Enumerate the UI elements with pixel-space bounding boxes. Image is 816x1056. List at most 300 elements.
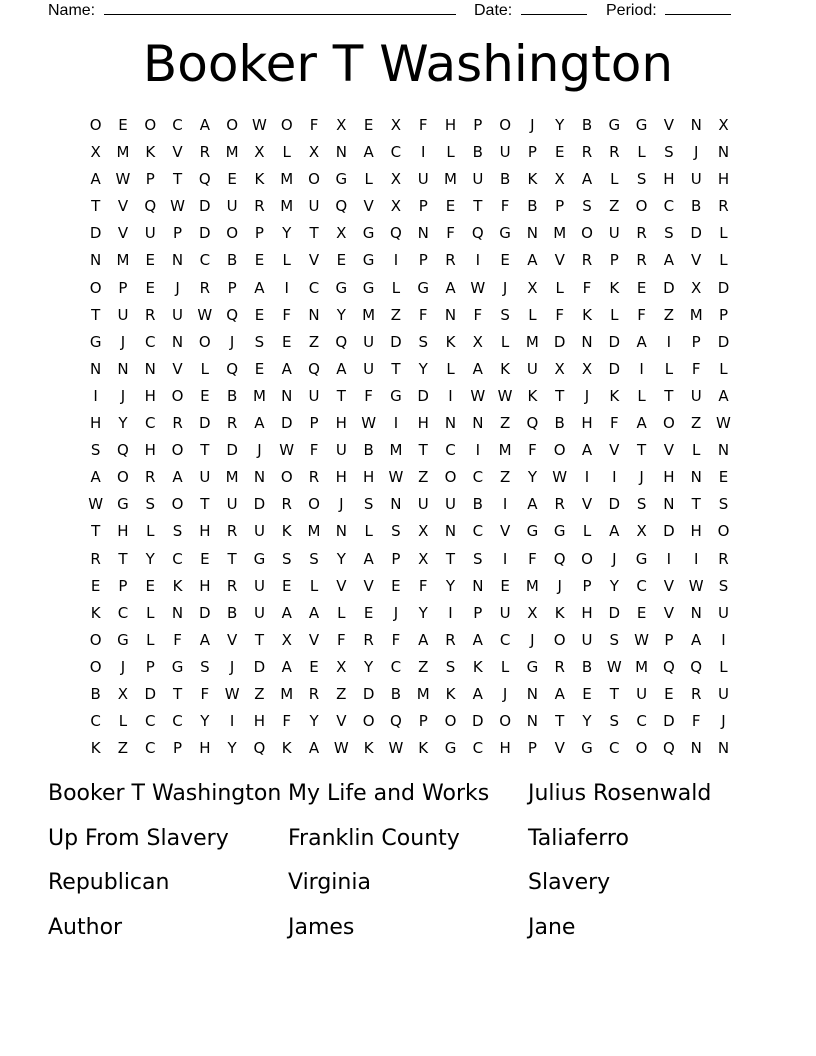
grid-cell: P <box>664 630 674 649</box>
grid-cell: M <box>116 143 130 162</box>
grid-cell: K <box>527 170 538 189</box>
grid-cell: U <box>499 143 511 162</box>
grid-cell: U <box>335 441 347 460</box>
grid-cell: N <box>690 739 702 758</box>
grid-cell: X <box>117 684 129 703</box>
grid-cell: V <box>117 224 129 243</box>
grid-cell: W <box>115 170 131 189</box>
grid-cell: N <box>444 305 457 324</box>
grid-cell: U <box>636 684 648 703</box>
grid-cell: M <box>362 305 376 324</box>
grid-cell: J <box>393 603 399 622</box>
grid-cell: R <box>199 143 211 162</box>
grid-row <box>82 220 737 247</box>
date-field[interactable] <box>474 0 587 20</box>
grid-cell: U <box>308 386 320 405</box>
grid-cell: A <box>636 332 647 351</box>
grid-cell: Q <box>308 359 320 378</box>
grid-cell: W <box>497 386 513 405</box>
grid-row <box>82 546 737 573</box>
grid-cell: Q <box>226 359 239 378</box>
grid-cell: M <box>416 684 430 703</box>
grid-cell: A <box>308 739 320 758</box>
grid-cell: E <box>363 116 374 134</box>
grid-cell: F <box>528 441 537 460</box>
grid-cell: B <box>226 251 238 270</box>
grid-cell: X <box>336 657 347 676</box>
grid-cell: Q <box>253 739 266 758</box>
grid-cell: V <box>336 712 347 731</box>
grid-cell: R <box>445 251 456 270</box>
grid-cell: T <box>609 684 619 703</box>
grid-cell: J <box>530 116 535 134</box>
grid-cell: F <box>309 116 319 134</box>
grid-cell: T <box>91 522 101 541</box>
grid-cell: N <box>281 386 293 405</box>
grid-cell: C <box>390 143 402 162</box>
grid-cell: N <box>663 495 675 514</box>
grid-cell: C <box>117 603 129 622</box>
grid-cell: G <box>335 170 348 189</box>
date-blank[interactable] <box>521 0 587 15</box>
grid-cell: L <box>200 359 210 378</box>
grid-cell: L <box>364 522 373 541</box>
grid-cell: J <box>557 576 562 595</box>
grid-cell: V <box>336 576 347 595</box>
grid-cell: G <box>581 739 593 758</box>
grid-cell: V <box>499 522 511 541</box>
grid-cell: J <box>502 278 508 297</box>
grid-cell: A <box>254 278 265 297</box>
grid-cell: N <box>690 468 702 487</box>
grid-cell: H <box>663 468 675 487</box>
grid-cell: E <box>500 251 510 270</box>
grid-cell: B <box>472 495 483 514</box>
grid-cell: O <box>171 386 184 405</box>
grid-cell: P <box>145 657 155 676</box>
grid-cell: D <box>553 332 566 351</box>
word-bank-item: Julius Rosenwald <box>528 781 712 806</box>
grid-cell: O <box>144 116 157 134</box>
grid-cell: M <box>116 251 130 270</box>
grid-cell: P <box>173 739 183 758</box>
word-bank-item: Taliaferro <box>528 825 629 851</box>
grid-cell: H <box>690 522 702 541</box>
grid-cell: C <box>145 739 156 758</box>
grid-cell: L <box>391 278 401 297</box>
grid-cell: G <box>635 116 648 134</box>
grid-cell: H <box>90 414 102 433</box>
grid-cell: T <box>118 549 128 568</box>
grid-cell: K <box>609 386 620 405</box>
grid-row <box>82 654 737 681</box>
grid-cell: K <box>145 143 156 162</box>
word-bank-item: Franklin County <box>288 825 460 851</box>
grid-cell: L <box>500 332 510 351</box>
grid-cell: E <box>636 278 647 297</box>
grid-cell: P <box>473 603 483 622</box>
grid-cell: O <box>308 495 320 514</box>
grid-cell: A <box>363 549 374 568</box>
grid-row <box>82 518 737 545</box>
grid-cell: Z <box>418 468 429 487</box>
word-bank-item: Jane <box>528 915 576 941</box>
grid-cell: R <box>636 251 647 270</box>
grid-cell: S <box>145 495 155 514</box>
grid-cell: X <box>281 630 292 649</box>
grid-cell: H <box>335 414 347 433</box>
grid-cell: G <box>635 549 648 568</box>
grid-cell: G <box>171 657 184 676</box>
grid-cell: U <box>499 603 511 622</box>
grid-row <box>82 491 737 518</box>
grid-cell: W <box>606 657 622 676</box>
grid-cell: R <box>554 657 565 676</box>
grid-cell: M <box>280 684 294 703</box>
grid-cell: O <box>581 224 593 243</box>
grid-cell: A <box>199 116 210 134</box>
grid-cell: V <box>554 251 565 270</box>
word-bank-item: Up From Slavery <box>48 825 229 851</box>
grid-cell: S <box>636 495 647 514</box>
grid-cell: M <box>525 576 539 595</box>
grid-cell: M <box>635 657 649 676</box>
grid-cell: T <box>473 197 483 216</box>
grid-cell: I <box>666 549 672 568</box>
grid-cell: W <box>470 386 486 405</box>
grid-cell: C <box>145 414 156 433</box>
grid-cell: R <box>554 495 565 514</box>
grid-row <box>82 247 737 274</box>
grid-cell: L <box>282 143 291 162</box>
grid-cell: U <box>472 170 484 189</box>
grid-cell: V <box>172 359 183 378</box>
grid-cell: S <box>363 495 374 514</box>
grid-row <box>82 329 737 356</box>
grid-cell: W <box>388 739 404 758</box>
grid-cell: G <box>417 278 430 297</box>
grid-cell: T <box>309 224 319 243</box>
grid-cell: V <box>227 630 238 649</box>
grid-cell: C <box>199 251 211 270</box>
grid-cell: I <box>420 143 426 162</box>
grid-cell: K <box>609 278 620 297</box>
grid-cell: O <box>444 712 457 731</box>
grid-row <box>82 708 737 735</box>
grid-cell: X <box>336 116 347 134</box>
grid-cell: Z <box>499 468 511 487</box>
grid-cell: A <box>281 359 292 378</box>
grid-cell: L <box>610 170 619 189</box>
grid-cell: Y <box>336 549 346 568</box>
grid-cell: J <box>257 441 262 460</box>
grid-cell: O <box>499 712 511 731</box>
grid-cell: U <box>717 603 729 622</box>
grid-cell: G <box>390 386 402 405</box>
grid-cell: D <box>199 197 211 216</box>
grid-cell: M <box>280 197 294 216</box>
grid-row <box>82 193 737 220</box>
grid-cell: D <box>280 414 293 433</box>
grid-cell: O <box>280 116 293 134</box>
grid-cell: U <box>417 170 429 189</box>
grid-cell: R <box>90 549 101 568</box>
grid-row <box>82 275 737 302</box>
grid-cell: R <box>226 414 238 433</box>
grid-cell: H <box>253 712 266 731</box>
grid-cell: F <box>391 630 401 649</box>
grid-cell: O <box>553 441 566 460</box>
grid-cell: Z <box>336 684 347 703</box>
grid-cell: X <box>718 116 729 134</box>
grid-cell: T <box>254 630 265 649</box>
grid-cell: X <box>636 522 647 541</box>
grid-cell: A <box>691 630 702 649</box>
grid-cell: D <box>199 603 211 622</box>
grid-cell: Z <box>499 414 511 433</box>
grid-cell: V <box>554 739 565 758</box>
grid-cell: N <box>144 359 156 378</box>
grid-cell: M <box>307 522 321 541</box>
grid-cell: R <box>308 468 320 487</box>
grid-cell: A <box>581 170 593 189</box>
grid-cell: C <box>172 549 183 568</box>
grid-cell: T <box>555 712 565 731</box>
grid-cell: Y <box>418 359 428 378</box>
grid-cell: L <box>664 359 674 378</box>
grid-cell: D <box>390 332 402 351</box>
grid-cell: A <box>718 386 729 405</box>
grid-cell: O <box>226 224 239 243</box>
grid-cell: N <box>335 143 347 162</box>
grid-cell: F <box>528 549 537 568</box>
grid-cell: O <box>89 116 102 134</box>
grid-cell: S <box>500 305 510 324</box>
period-blank[interactable] <box>665 0 731 15</box>
grid-cell: N <box>90 359 102 378</box>
grid-cell: N <box>390 495 402 514</box>
grid-cell: K <box>90 603 101 622</box>
grid-cell: P <box>582 576 592 595</box>
grid-cell: H <box>417 414 429 433</box>
grid-row <box>82 139 737 166</box>
grid-cell: J <box>612 549 617 568</box>
grid-cell: R <box>281 495 292 514</box>
grid-cell: Y <box>336 305 346 324</box>
grid-cell: Y <box>364 657 374 676</box>
grid-cell: A <box>172 468 183 487</box>
grid-cell: R <box>690 684 702 703</box>
grid-cell: O <box>89 630 102 649</box>
grid-cell: O <box>308 170 320 189</box>
grid-cell: E <box>254 305 265 324</box>
grid-cell: Q <box>390 224 402 243</box>
grid-cell: J <box>502 684 508 703</box>
grid-cell: D <box>253 495 266 514</box>
grid-cell: H <box>144 386 156 405</box>
grid-cell: P <box>418 251 428 270</box>
grid-cell: F <box>582 278 592 297</box>
grid-cell: B <box>581 657 593 676</box>
grid-cell: B <box>581 116 593 134</box>
grid-cell: Q <box>226 305 239 324</box>
grid-cell: Q <box>690 657 703 676</box>
grid-cell: A <box>472 359 483 378</box>
grid-row <box>82 302 737 329</box>
grid-cell: J <box>339 495 344 514</box>
grid-cell: R <box>308 684 320 703</box>
grid-cell: O <box>662 414 675 433</box>
grid-cell: L <box>610 305 619 324</box>
grid-cell: M <box>444 170 457 189</box>
grid-cell: O <box>499 116 511 134</box>
grid-cell: I <box>448 386 453 405</box>
grid-cell: E <box>145 278 155 297</box>
grid-cell: A <box>663 251 675 270</box>
grid-cell: I <box>475 441 481 460</box>
grid-cell: J <box>120 657 126 676</box>
grid-cell: H <box>581 414 593 433</box>
grid-cell: B <box>499 170 511 189</box>
grid-cell: Y <box>227 739 237 758</box>
grid-cell: A <box>609 522 620 541</box>
grid-cell: P <box>555 197 565 216</box>
grid-cell: L <box>364 170 373 189</box>
grid-cell: D <box>417 386 429 405</box>
grid-cell: A <box>418 630 429 649</box>
grid-cell: V <box>663 116 675 134</box>
word-bank-item: My Life and Works <box>288 781 490 806</box>
page-title: Booker T Washington <box>142 35 674 93</box>
grid-cell: C <box>90 712 101 731</box>
grid-row <box>82 383 737 410</box>
grid-row <box>82 356 737 383</box>
grid-cell: S <box>281 549 292 568</box>
grid-cell: K <box>445 332 456 351</box>
grid-cell: H <box>444 116 457 134</box>
grid-row <box>82 600 737 627</box>
grid-cell: Z <box>663 305 675 324</box>
grid-cell: E <box>309 657 319 676</box>
grid-cell: H <box>717 170 730 189</box>
grid-cell: T <box>91 305 101 324</box>
grid-cell: O <box>553 630 566 649</box>
grid-cell: W <box>470 278 486 297</box>
grid-cell: P <box>118 576 128 595</box>
grid-cell: Y <box>418 603 428 622</box>
grid-cell: V <box>172 143 183 162</box>
grid-cell: I <box>284 278 289 297</box>
grid-cell: R <box>718 197 729 216</box>
grid-cell: Q <box>144 197 157 216</box>
grid-cell: R <box>145 468 156 487</box>
grid-cell: W <box>552 468 568 487</box>
grid-cell: U <box>417 495 429 514</box>
period-label: Period: <box>606 2 657 19</box>
grid-cell: M <box>689 305 703 324</box>
grid-cell: I <box>612 468 617 487</box>
grid-cell: Q <box>117 441 129 460</box>
grid-cell: D <box>717 278 730 297</box>
name-blank[interactable] <box>104 0 456 15</box>
grid-cell: L <box>528 305 537 324</box>
word-bank-item: James <box>288 915 355 941</box>
grid-cell: M <box>498 441 512 460</box>
grid-cell: N <box>171 332 184 351</box>
grid-cell: G <box>499 224 511 243</box>
grid-cell: T <box>200 441 210 460</box>
grid-cell: F <box>691 359 701 378</box>
grid-cell: X <box>418 522 429 541</box>
grid-cell: V <box>363 197 374 216</box>
grid-cell: F <box>609 414 619 433</box>
grid-cell: X <box>254 143 265 162</box>
grid-cell: D <box>663 712 675 731</box>
name-field[interactable] <box>48 0 456 20</box>
grid-cell: P <box>418 197 428 216</box>
grid-cell: U <box>172 305 184 324</box>
grid-cell: N <box>690 603 702 622</box>
grid-cell: O <box>717 522 730 541</box>
grid-cell: V <box>663 441 675 460</box>
word-bank-item: Author <box>48 915 123 941</box>
grid-cell: H <box>499 739 511 758</box>
grid-cell: K <box>281 522 292 541</box>
grid-cell: D <box>89 224 102 243</box>
grid-cell: S <box>664 224 674 243</box>
grid-cell: E <box>664 684 674 703</box>
grid-cell: S <box>609 630 620 649</box>
grid-cell: K <box>500 359 511 378</box>
grid-cell: V <box>581 495 593 514</box>
grid-cell: S <box>582 197 592 216</box>
grid-cell: A <box>199 630 210 649</box>
grid-cell: D <box>608 603 621 622</box>
grid-cell: O <box>171 441 184 460</box>
grid-cell: W <box>279 441 295 460</box>
grid-cell: U <box>363 332 375 351</box>
grid-cell: W <box>224 684 240 703</box>
grid-cell: V <box>691 251 702 270</box>
grid-cell: E <box>200 386 210 405</box>
grid-cell: R <box>199 278 211 297</box>
grid-cell: K <box>445 684 456 703</box>
grid-cell: Z <box>390 305 402 324</box>
period-field[interactable] <box>606 0 731 20</box>
grid-cell: E <box>554 143 565 162</box>
grid-cell: R <box>226 522 238 541</box>
grid-cell: P <box>173 224 183 243</box>
grid-cell: I <box>721 630 726 649</box>
grid-row <box>82 112 737 139</box>
grid-cell: X <box>691 278 702 297</box>
grid-row <box>82 573 737 600</box>
grid-cell: N <box>690 116 702 134</box>
grid-cell: C <box>308 278 320 297</box>
grid-cell: B <box>90 684 101 703</box>
grid-cell: R <box>609 143 620 162</box>
grid-cell: A <box>527 251 538 270</box>
grid-cell: O <box>635 739 648 758</box>
grid-cell: W <box>361 414 377 433</box>
grid-cell: I <box>448 603 453 622</box>
grid-cell: S <box>718 495 729 514</box>
grid-cell: V <box>663 576 675 595</box>
grid-cell: E <box>200 549 210 568</box>
grid-cell: C <box>472 739 484 758</box>
grid-cell: V <box>308 251 320 270</box>
grid-cell: X <box>581 359 593 378</box>
